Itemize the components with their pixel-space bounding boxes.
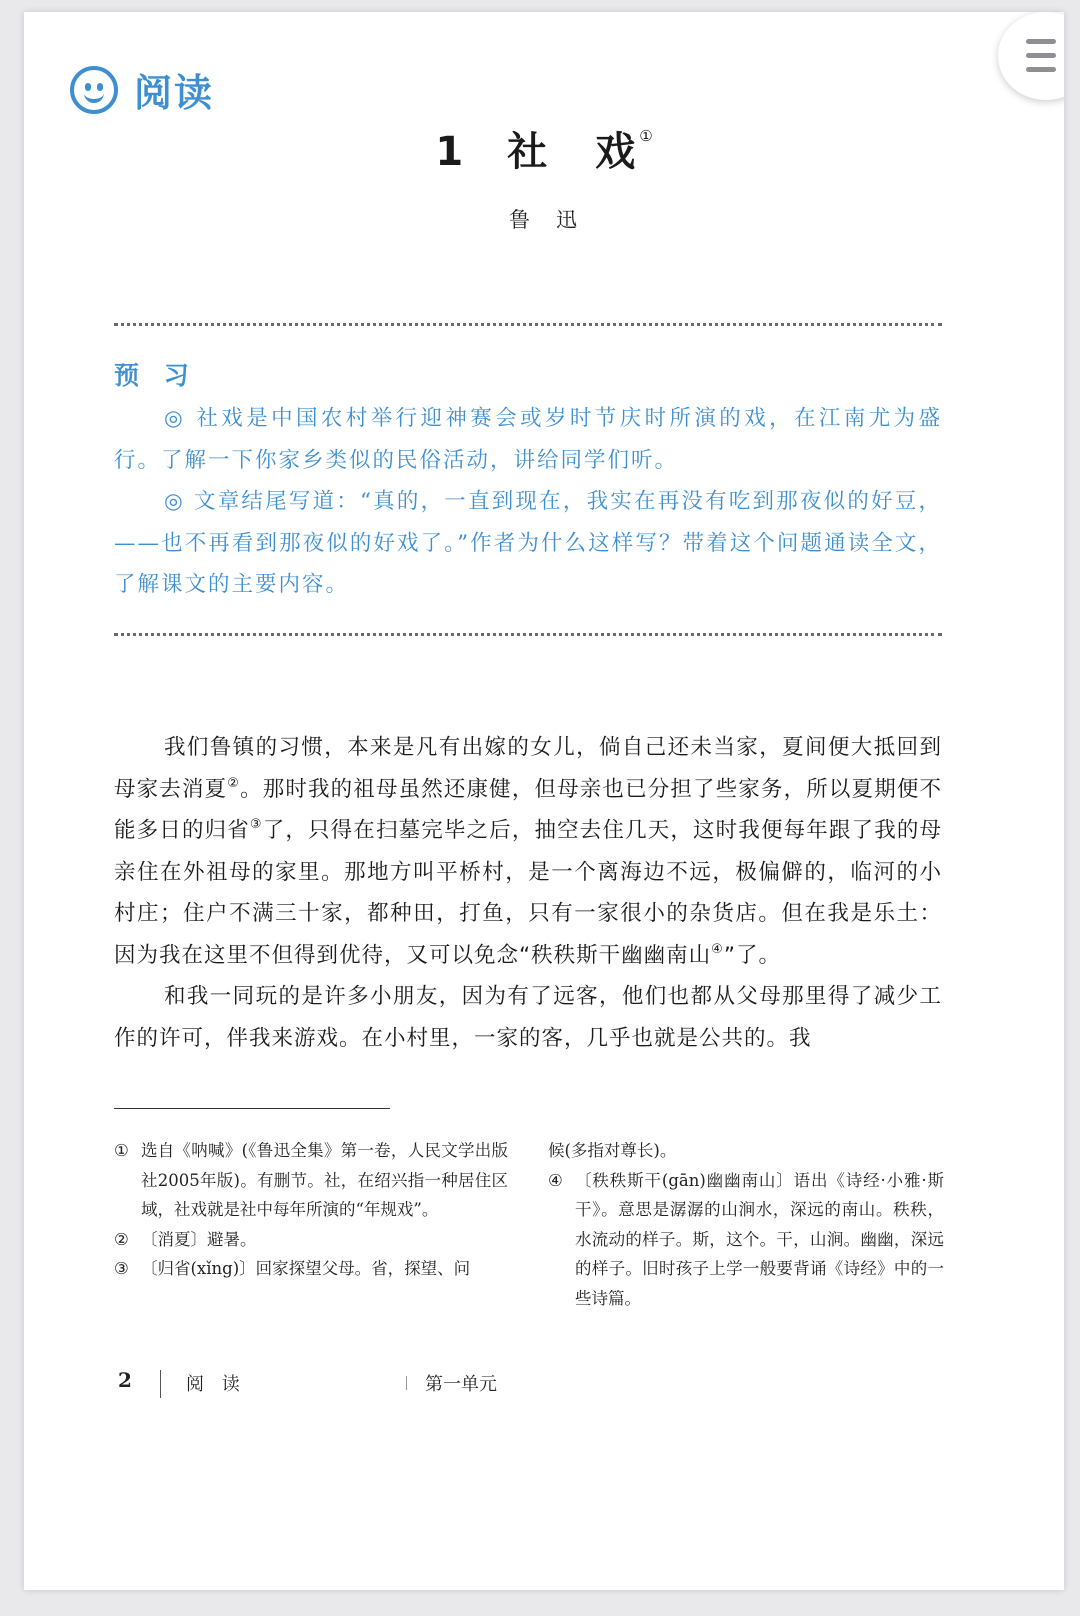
section-header (70, 62, 214, 117)
preview-body (114, 398, 942, 606)
preview-item: ◎ 社戏是中国农村举行迎神赛会或岁时节庆时所演的戏，在江南尤为盛行。了解一下你家乡类似的民俗活动，讲给同学们听。 (114, 406, 942, 473)
divider (114, 633, 942, 636)
paragraph: 和我一同玩的是许多小朋友，因为有了远客，他们也都从父母那里得了减少工作的许可，伴我来游戏。在小村里，一家的客，几乎也就是公共的。我 (114, 984, 942, 1051)
lesson-number: 1 (435, 129, 468, 175)
paragraph: 我们鲁镇的习惯，本来是凡有出嫁的女儿，倘自己还未当家，夏间便大抵回到母家去消夏②。那时我的祖母虽然还康健，但母亲也已分担了些家务，所以夏期便不能多日的归省③了，只得在扫墓完毕之后，抽空去住几天，这时我便每年跟了我的母亲住在外祖母的家里。那地方叫平桥村，是一个离海边不远，极偏僻的，临河的小村庄；住户不满三十家，都种田，打鱼，只有一家很小的杂货店。但在我是乐土：因为我在这里不但得到优待，又可以免念“秩秩斯干幽幽南山④”了。 (114, 735, 942, 968)
footnote-ref: ① (639, 127, 653, 145)
footnote: ④ 〔秩秩斯干(gān)幽幽南山〕语出《诗经·小雅·斯干》。意思是潺潺的山涧水，深远的南山。秩秩，水流动的样子。斯，这个。干，山涧。幽幽，深远的样子。旧时孩子上学一般要背诵《诗经》中的一些诗篇。 (548, 1170, 944, 1308)
menu-icon-bar (1026, 67, 1056, 72)
footnote: ② 〔消夏〕避暑。 (114, 1229, 257, 1249)
smile-face-icon (70, 66, 118, 114)
footer-divider (160, 1370, 161, 1398)
footnotes-right (548, 1136, 944, 1314)
footnotes-left (114, 1136, 508, 1284)
author (24, 204, 1064, 234)
footer-divider (406, 1376, 407, 1390)
menu-icon (1026, 39, 1056, 44)
textbook-page (24, 12, 1064, 1590)
section-label: 阅读 (134, 71, 215, 115)
preview-heading: 预 习 (114, 361, 197, 390)
divider (114, 323, 942, 326)
title-char: 社 (507, 129, 552, 175)
footnote-continued: 候(多指对尊长)。 (548, 1141, 677, 1160)
footer-section: 阅 读 (186, 1374, 246, 1395)
menu-icon-bar (1026, 53, 1056, 58)
footnote-ref: ② (227, 775, 241, 791)
footnote: ① 选自《呐喊》(《鲁迅全集》第一卷，人民文学出版社2005年版)。有删节。社，在绍兴指一种居住区域，社戏就是社中每年所演的“年规戏”。 (114, 1141, 508, 1220)
author-char: 迅 (556, 208, 579, 232)
preview-item: ◎ 文章结尾写道：“真的，一直到现在，我实在再没有吃到那夜似的好豆，——也不再看到那夜似的好戏了。”作者为什么这样写？带着这个问题通读全文，了解课文的主要内容。 (114, 489, 942, 597)
menu-button[interactable] (998, 12, 1064, 100)
lesson-title (24, 120, 1064, 177)
main-text (114, 727, 942, 1059)
page-number: 2 (118, 1368, 132, 1392)
footnote: ③ 〔归省(xǐng)〕回家探望父母。省，探望、问 (114, 1259, 471, 1279)
page-footer (114, 1368, 714, 1402)
footnote-rule (114, 1108, 390, 1109)
footnote-ref: ④ (711, 941, 724, 957)
author-char: 鲁 (509, 208, 532, 232)
footnote-ref: ③ (249, 817, 263, 832)
footer-unit: 第一单元 (425, 1374, 497, 1395)
title-char: 戏 (595, 129, 640, 175)
